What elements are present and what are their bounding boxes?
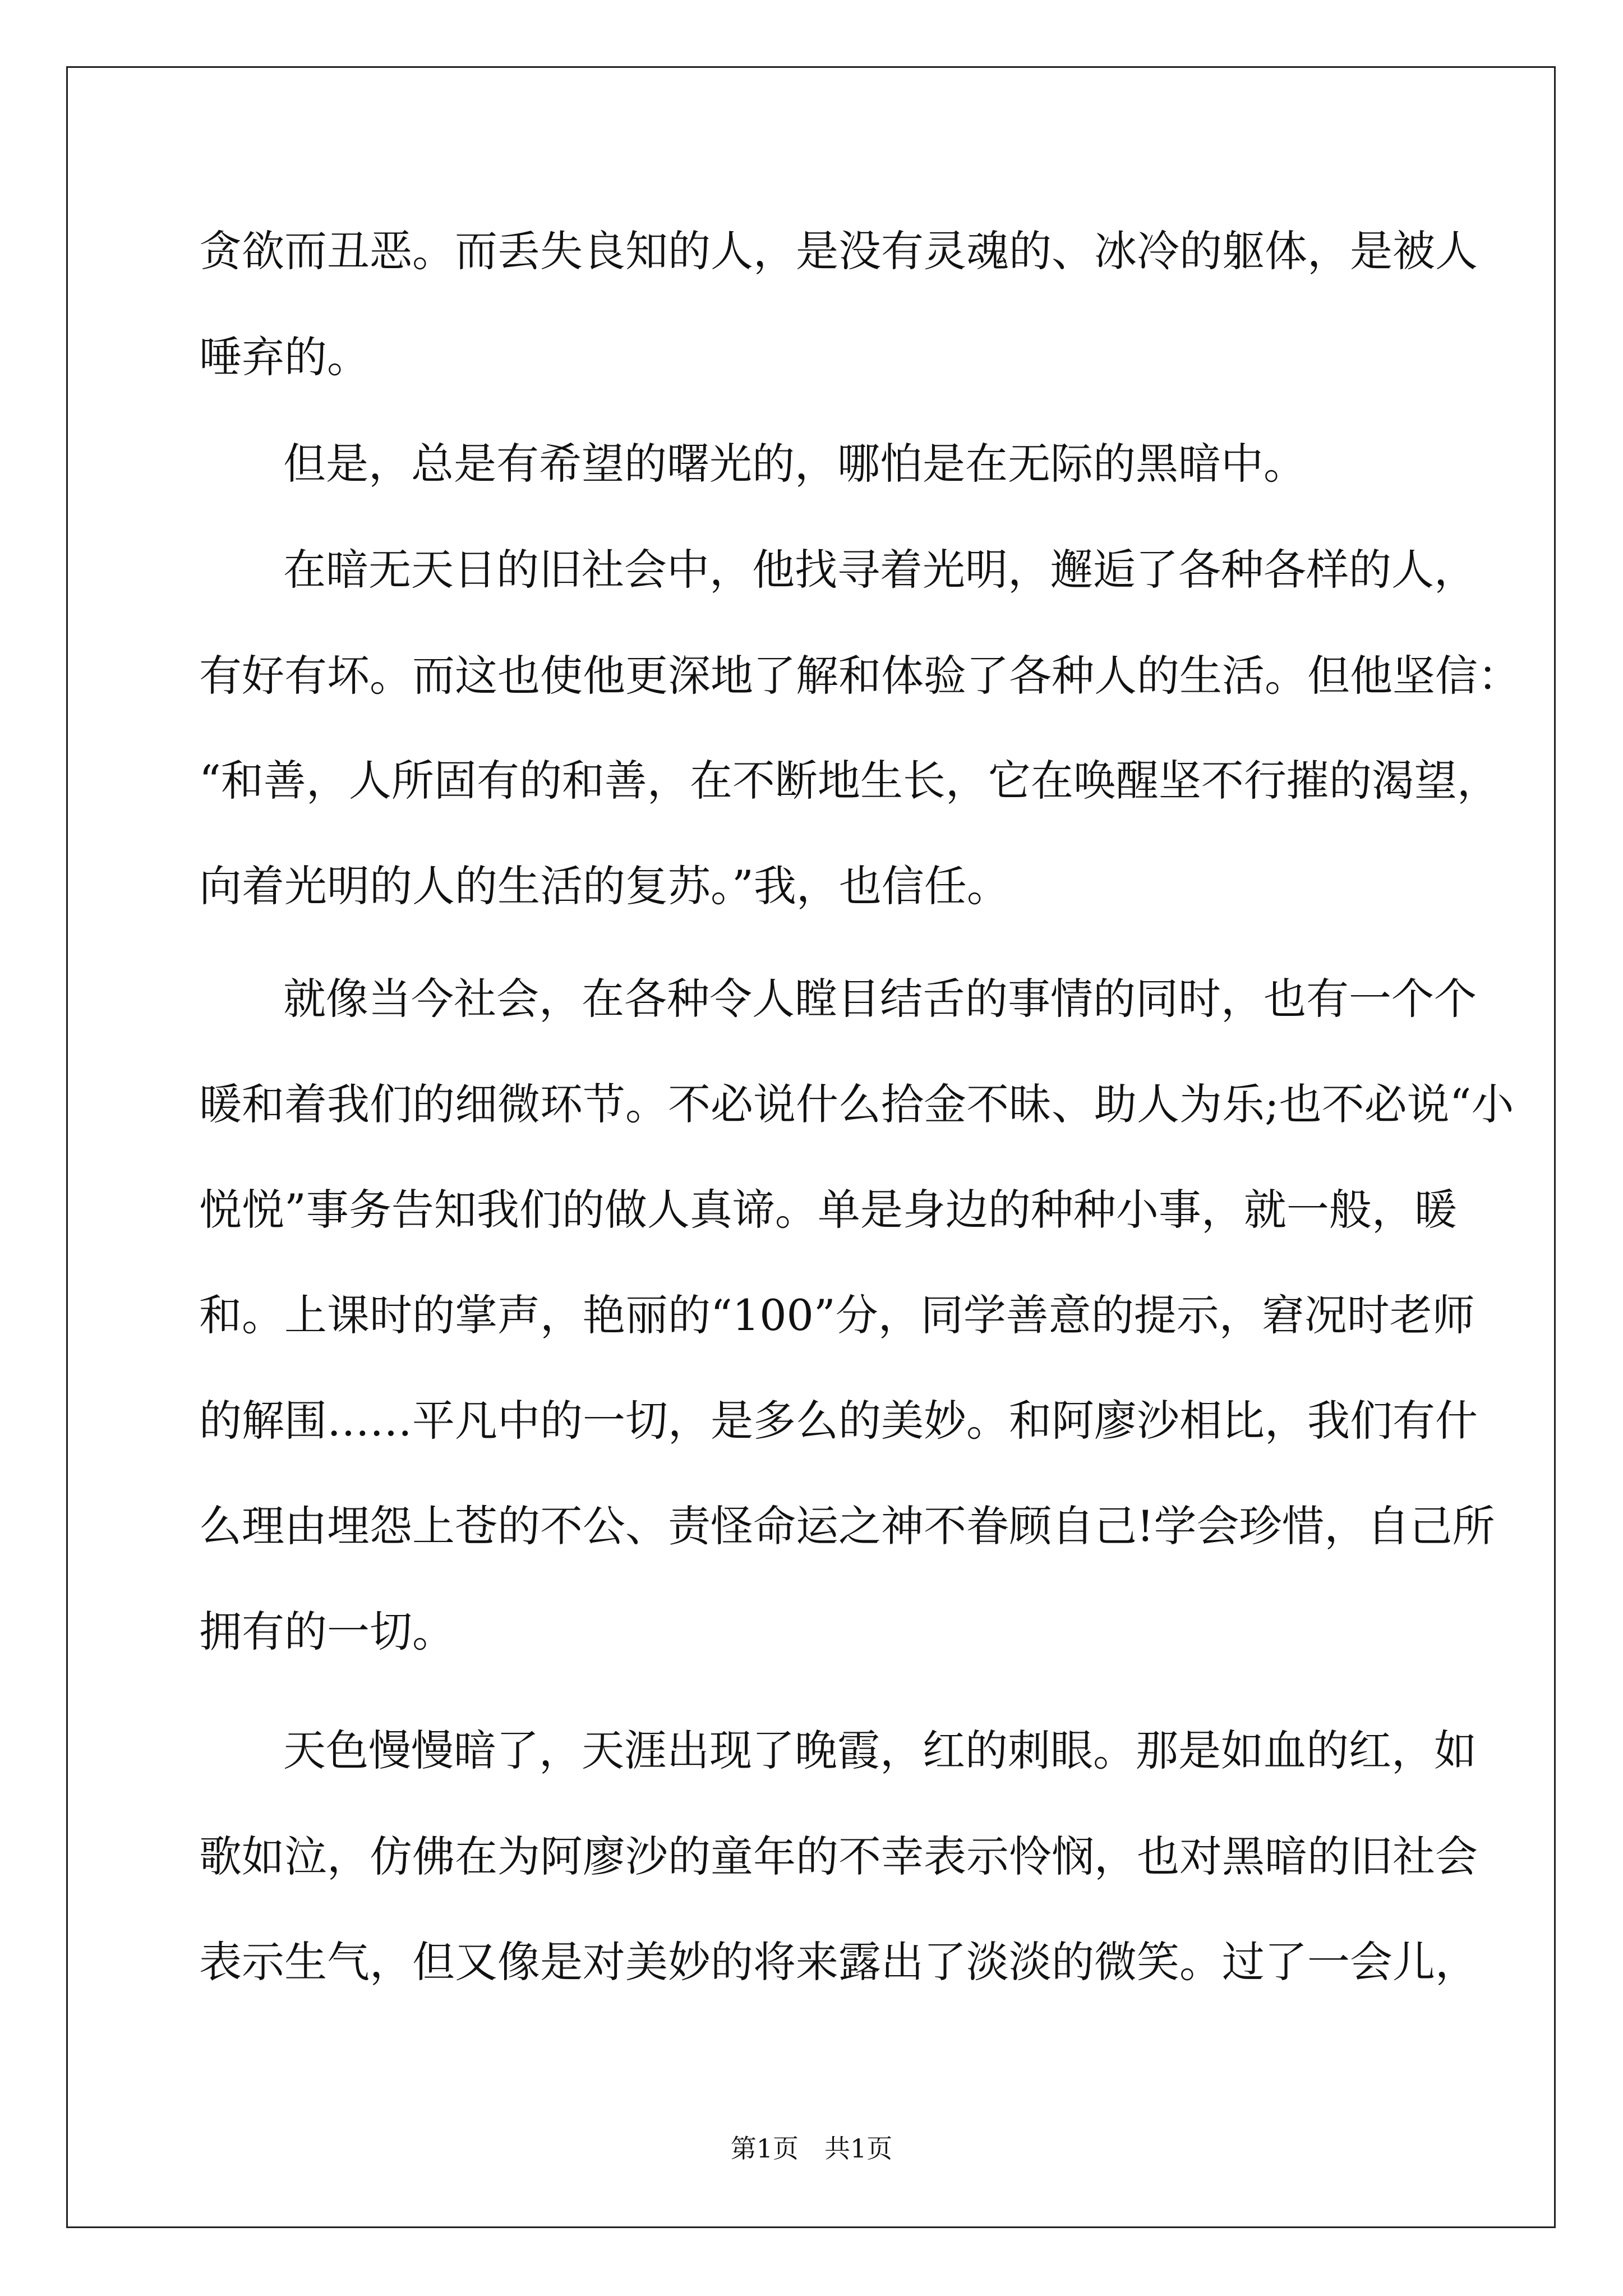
text-line: 在暗无天日的旧社会中，他找寻着光明，邂逅了各种各样的人， xyxy=(283,545,1477,595)
text-line: 贪欲而丑恶。而丢失良知的人，是没有灵魂的、冰冷的躯体，是被人 xyxy=(199,226,1478,276)
text-line: 悦悦”事务告知我们的做人真谛。单是身边的种种小事，就一般，暖 xyxy=(199,1185,1457,1235)
text-line: 歌如泣，仿佛在为阿廖沙的童年的不幸表示怜悯，也对黑暗的旧社会 xyxy=(199,1832,1478,1881)
text-line: 唾弃的。 xyxy=(199,332,370,382)
page-border xyxy=(66,66,1556,2228)
text-line: 的解围……平凡中的一切，是多么的美妙。和阿廖沙相比，我们有什 xyxy=(199,1396,1478,1446)
text-line: 天色慢慢暗了，天涯出现了晚霞，红的刺眼。那是如血的红，如 xyxy=(283,1726,1477,1775)
text-line: 和。上课时的掌声，艳丽的“100”分，同学善意的提示，窘况时老师 xyxy=(199,1290,1475,1340)
text-line: 么理由埋怨上苍的不公、责怪命运之神不眷顾自己!学会珍惜，自己所 xyxy=(199,1501,1495,1551)
page-total: 共1页 xyxy=(824,2133,893,2164)
page-footer xyxy=(0,2132,1623,2165)
text-line: 就像当今社会，在各种令人瞠目结舌的事情的同时，也有一个个 xyxy=(283,974,1477,1024)
page-number: 第1页 xyxy=(730,2133,799,2164)
text-line: 表示生气，但又像是对美妙的将来露出了淡淡的微笑。过了一会儿， xyxy=(199,1937,1478,1987)
text-line: 暖和着我们的细微环节。不必说什么拾金不昧、助人为乐;也不必说“小 xyxy=(199,1079,1514,1129)
text-line: 有好有坏。而这也使他更深地了解和体验了各种人的生活。但他坚信： xyxy=(199,651,1520,701)
text-line: “和善，人所固有的和善，在不断地生长，它在唤醒坚不行摧的渴望， xyxy=(199,756,1500,806)
text-line: 但是，总是有希望的曙光的，哪怕是在无际的黑暗中。 xyxy=(283,439,1306,489)
text-line: 拥有的一切。 xyxy=(199,1607,455,1657)
text-line: 向着光明的人的生活的复苏。”我，也信任。 xyxy=(199,861,1009,911)
